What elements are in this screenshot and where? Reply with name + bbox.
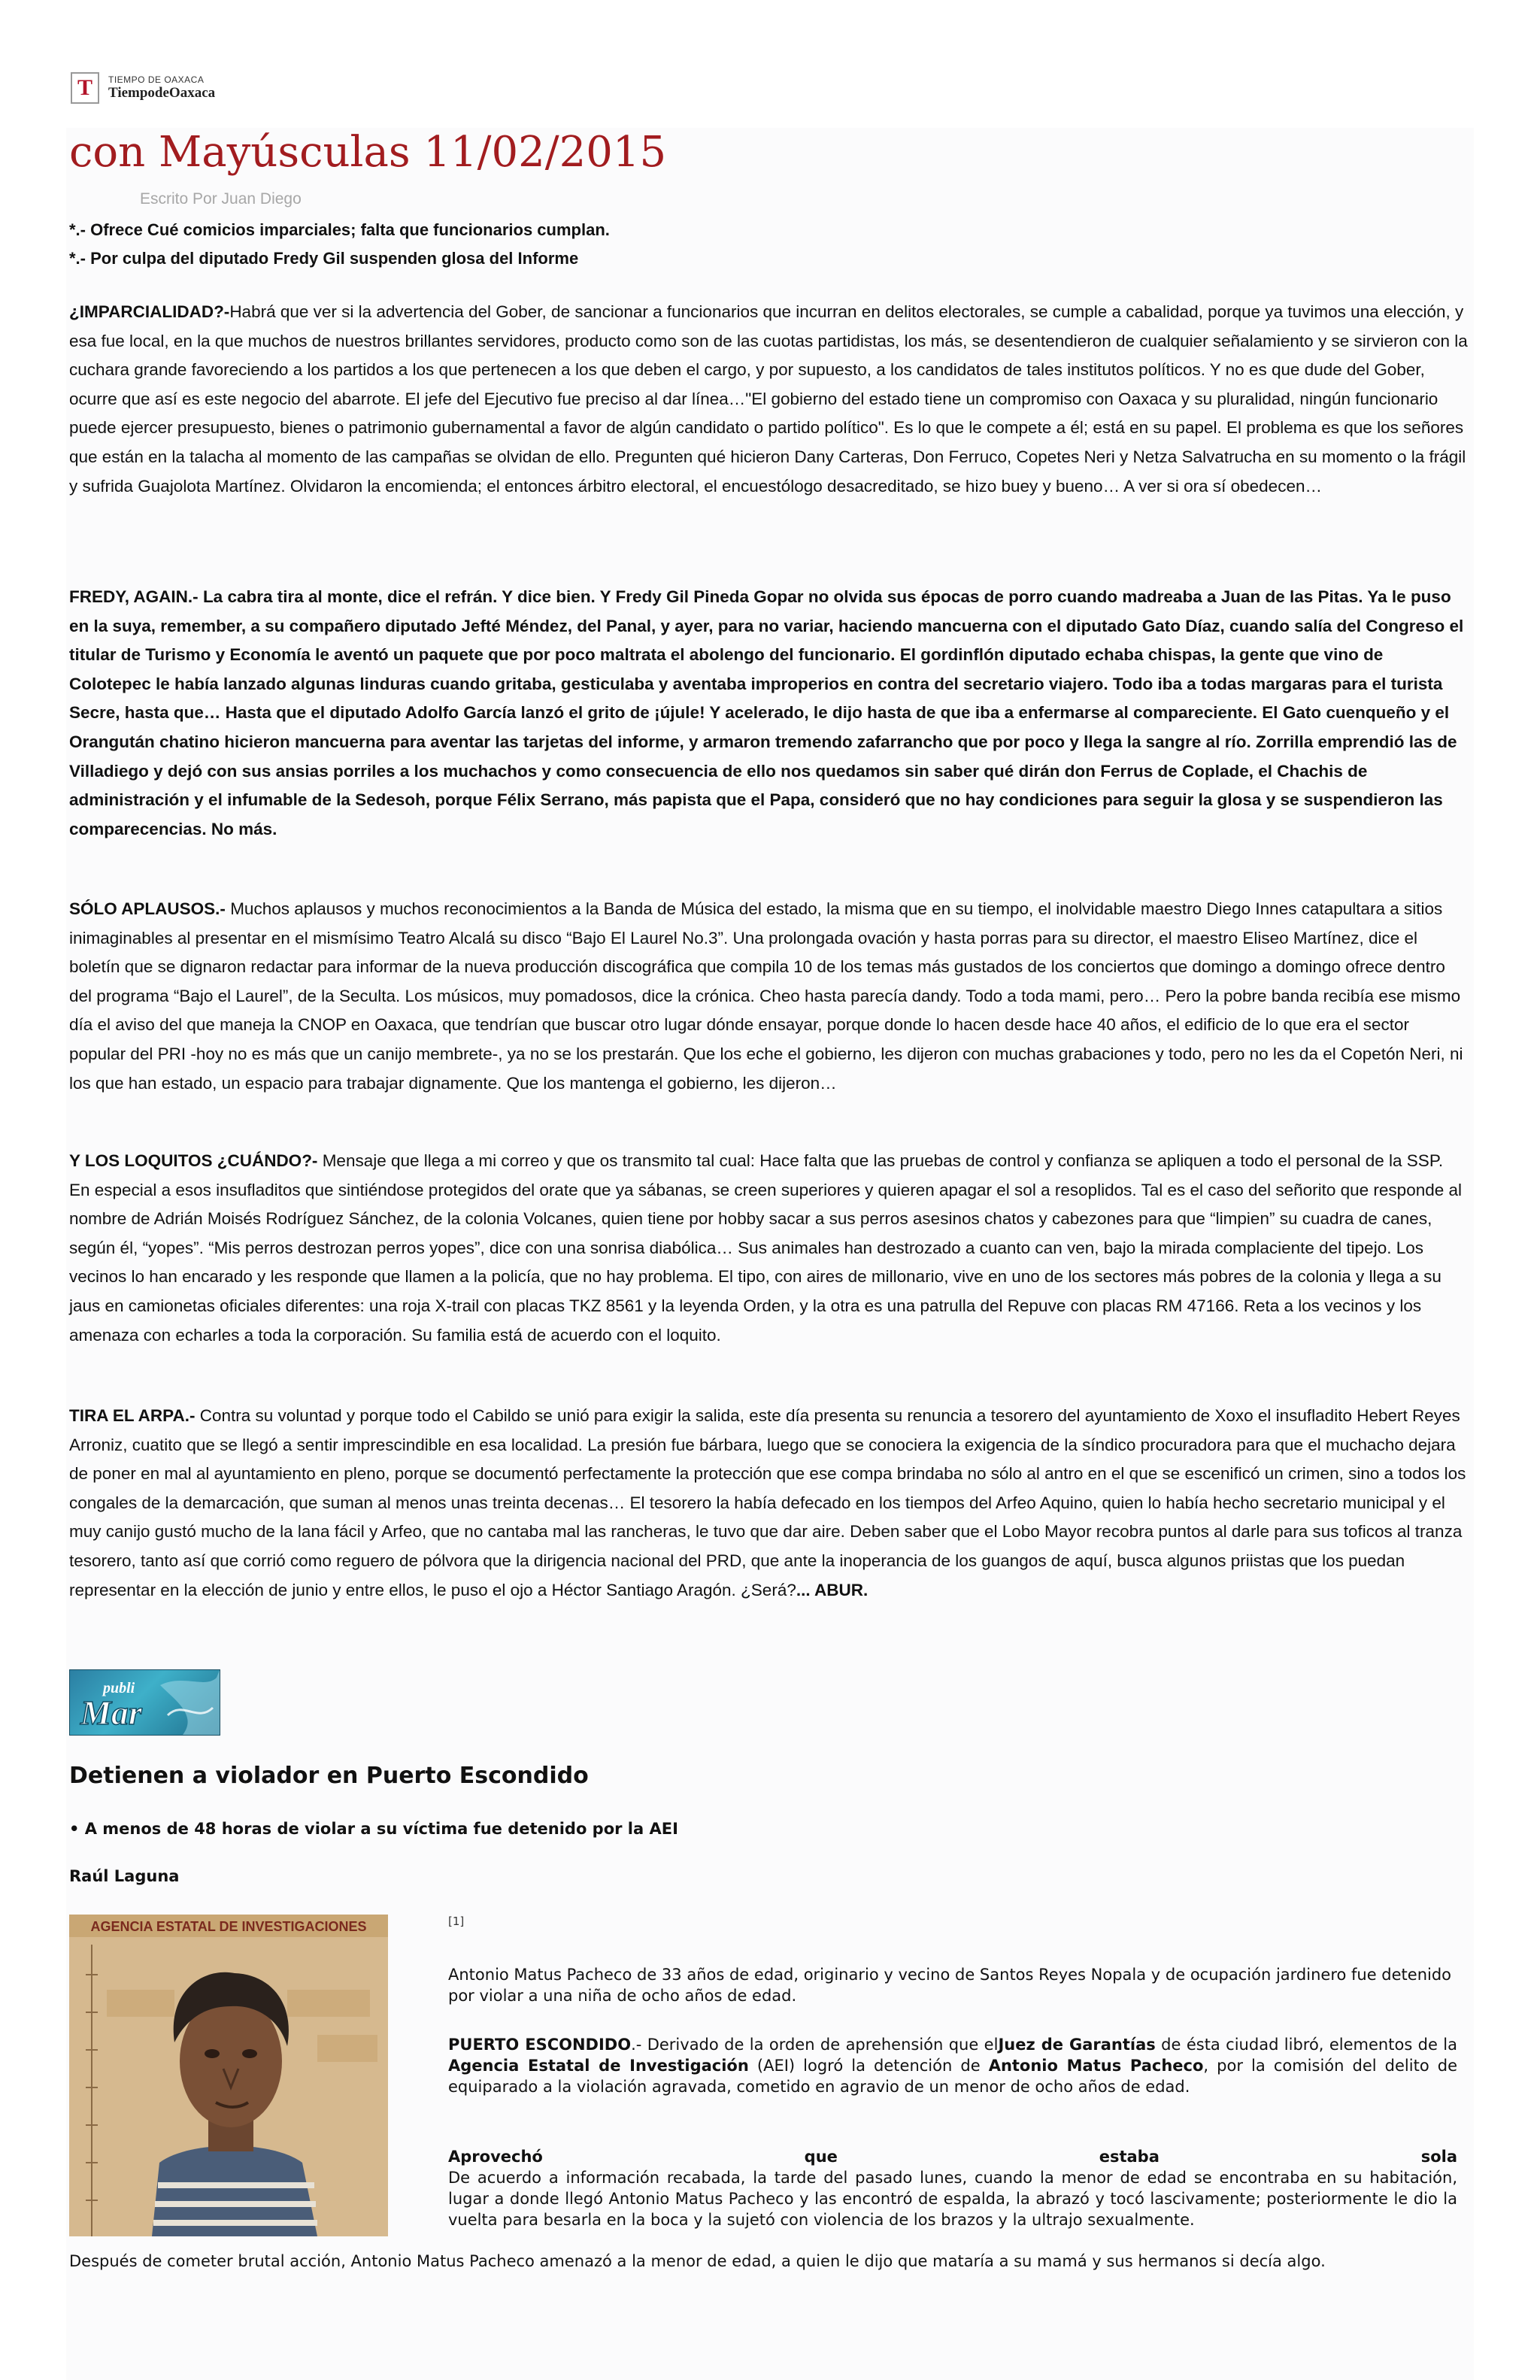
subheading-word: sola — [1420, 2148, 1457, 2166]
news-text-run: (AEI) logró la detención de — [748, 2057, 989, 2075]
news-bold-run: Antonio Matus Pacheco — [988, 2057, 1204, 2075]
publimar-banner[interactable] — [69, 1669, 220, 1736]
logo-letter: T — [71, 72, 99, 104]
section-body: Muchos aplausos y muchos reconocimientos a la Banda de Música del estado, la misma que en su tiempo, el inolvidable maestro Diego Innes catapultara a sitios inimaginables al presentar en el mismísimo Teatro Alcalá su disco “Bajo El Laurel No.3”. Una prolongada ovación y hasta porras para su director, el maestro Eliseo Martínez, dice el boletín que se dignaron redactar para informar de la nueva producción discográfica que compila 10 de los temas más gustados de los conciertos que domingo a domingo ofrece dentro del programa “Bajo el Laurel”, de la Seculta. Los músicos, muy pomadosos, dice la crónica. Cheo hasta parecía dandy. Todo a toda mami, pero… Pero la pobre banda recibía ese mismo día el aviso del que maneja la CNOP en Oaxaca, que tendrían que buscar otro lugar dónde ensayar, porque donde lo hacen desde hace 40 años, el edificio de lo que era el sector popular del PRI -hoy no es más que un canijo membrete-, ya no se los prestarán. Que los eche el gobierno, les dijeron con muchas grabaciones y todo, pero no les da el Copetón Neri, ni los que han estado, un espacio para trabajar dignamente. Que los mantenga el gobierno, les dijeron… — [69, 899, 1463, 1093]
site-logo[interactable] — [71, 72, 215, 104]
section-heading: Y LOS LOQUITOS ¿CUÁNDO?- — [69, 1151, 318, 1170]
logo-tagline: TIEMPO DE OAXACA — [108, 74, 205, 85]
photo-caption: AGENCIA ESTATAL DE INVESTIGACIONES — [90, 1919, 367, 1934]
dateline: PUERTO ESCONDIDO — [448, 2036, 632, 2054]
section-heading: ¿IMPARCIALIDAD?- — [69, 302, 230, 321]
logo-name: TiempodeOaxaca — [108, 85, 216, 101]
news-text-run: .- Derivado de la orden de aprehensión que el — [631, 2036, 999, 2054]
highlight-item: *.- Por culpa del diputado Fredy Gil suspenden glosa del Informe — [69, 249, 579, 268]
news-body: De acuerdo a información recabada, la tarde del pasado lunes, cuando la menor de edad se encontraba en su habitación, lugar a donde llegó Antonio Matus Pacheco y las encontró de espalda, la abrazó y tocó lascivamente; posteriormente le dio la vuelta para besarla en la boca y la sujetó con violencia de los brazos y la ultrajo sexualmente. — [448, 2169, 1457, 2229]
news-subtitle: • A menos de 48 horas de violar a su víctima fue detenido por la AEI — [69, 1820, 678, 1838]
section-body: Habrá que ver si la advertencia del Gober, de sancionar a funcionarios que incurran en delitos electorales, se cumple a cabalidad, porque ya tuvimos una elección, y esa fue local, en la que muchos de nuestros brillantes servidores, producto como son de las cuotas partidistas, los más, se desentendieron de cualquier señalamiento y se sirvieron con la cuchara grande favoreciendo a los partidos a los que pertenecen a los que deben el cargo, y por supuesto, a los candidatos de tales institutos políticos. Y no es que dude del Gober, ocurre que así es este negocio del abarrote. El jefe del Ejecutivo fue preciso al dar línea…"El gobierno del estado tiene un compromiso con Oaxaca y su pluralidad, ningún funcionario puede ejercer presupuesto, bienes o patrimonio gubernamental a favor de algún candidato o partido político". Es lo que le compete a él; está en su papel. El problema es que los señores que están en la talacha al momento de las campañas se olvidan de ello. Pregunten qué hicieron Dany Carteras, Don Ferruco, Copetes Neri y Netza Salvatrucha en su momento o la frágil y sufrida Guajolota Martínez. Olvidaron la encomienda; el entonces árbitro electoral, el encuestólogo desacreditado, se hizo buey y bueno… A ver si ora sí obedecen… — [69, 302, 1468, 496]
article-byline: Escrito Por Juan Diego — [140, 190, 302, 208]
section-body: La cabra tira al monte, dice el refrán. Y dice bien. Y Fredy Gil Pineda Gopar no olvida sus épocas de porro cuando madreaba a Juan de las Pitas. Ya le puso en la suya, remember, a su compañero diputado Jefté Méndez, del Panal, y ayer, para no variar, haciendo mancuerna con el diputado Gato Díaz, cuando salía del Congreso el titular de Turismo y Economía le aventó un paquete que por poco maltrata el abolengo del funcionario. El gordinflón diputado echaba chispas, la gente que vino de Colotepec le había lanzado algunas linduras cuando gritaba, gesticulaba y aventaba improperios en contra del secretario viajero. Todo iba a todas margaras para el turista Secre, hasta que… Hasta que el diputado Adolfo García lanzó el grito de ¡újule! Y acelerado, le dijo hasta de que iba a enfermarse al compareciente. El Gato cuenqueño y el Orangután chatino hicieron mancuerna para aventar las tarjetas del informe, y armaron tremendo zafarrancho que por poco y llega la sangre al río. Zorrilla emprendió las de Villadiego y dejó con sus ansias porriles a los muchachos y como consecuencia de ello nos quedamos sin saber qué dirán don Ferrus de Coplade, el Chachis de administración y el infumable de la Sedesoh, porque Félix Serrano, más papista que el Papa, consideró que no hay condiciones para seguir la glosa y se suspendieron las comparecencias. No más. — [69, 587, 1464, 838]
highlight-item: *.- Ofrece Cué comicios imparciales; falta que funcionarios cumplan. — [69, 220, 610, 239]
news-lead: Antonio Matus Pacheco de 33 años de edad, originario y vecino de Santos Reyes Nopala y de ocupación jardinero fue detenido por violar a una niña de ocho años de edad. — [448, 1966, 1452, 2005]
banner-large-text: Mar — [80, 1693, 142, 1732]
news-bold-run: Agencia Estatal de Investigación — [448, 2057, 749, 2075]
news-subheading — [448, 2146, 1457, 2167]
suspect-photo[interactable] — [69, 1915, 388, 2236]
banner-small-text: publi — [103, 1680, 135, 1696]
section-heading: FREDY, AGAIN.- — [69, 587, 199, 606]
section-heading: TIRA EL ARPA.- — [69, 1406, 196, 1425]
section-body: Mensaje que llega a mi correo y que os transmito tal cual: Hace falta que las pruebas de control y confianza se apliquen a todo el personal de la SSP. En especial a esos insufladitos que sintiéndose protegidos del orate que ya sábanas, se creen superiores y quieren apagar el sol a resoplidos. Tal es el caso del señorito que responde al nombre de Adrián Moisés Rodríguez Sánchez, de la colonia Volcanes, quien tiene por hobby sacar a sus perros asesinos chatos y cabezones para que “limpien” su cuadra de canes, según él, “yopes”. “Mis perros destrozan perros yopes”, dice con una sonrisa diabólica… Sus animales han destrozado a cuanto can ven, bajo la mirada complaciente del tipejo. Los vecinos lo han encarado y les responde que llamen a la policía, que no hay problema. El tipo, con aires de millonario, vive en uno de los sectores más pobres de la colonia y llega a su jaus en camionetas oficiales diferentes: una roja X-trail con placas TKZ 8561 y la leyenda Orden, y la otra es una patrulla del Repuve con placas RM 47166. Reta a los vecinos y los amenaza con echarles a toda la corporación. Su familia está de acuerdo con el loquito. — [69, 1151, 1463, 1345]
article-section — [69, 298, 1468, 501]
section-signoff: ... ABUR. — [796, 1580, 869, 1599]
news-bold-run: Juez de Garantías — [998, 2036, 1156, 2054]
article-section — [69, 583, 1468, 844]
subheading-word: que — [804, 2148, 838, 2166]
news-closing: Después de cometer brutal acción, Antonio Matus Pacheco amenazó a la menor de edad, a quien le dijo que mataría a su mamá y sus hermanos si decía algo. — [69, 2252, 1326, 2270]
news-author: Raúl Laguna — [69, 1867, 180, 1885]
subheading-word: Aprovechó — [448, 2148, 543, 2166]
article-highlights — [69, 216, 1468, 273]
news-text-run: , por la comisión del delito de equiparado a la violación agravada, cometido en agravio de un menor de ocho años de edad. — [448, 2057, 1457, 2096]
photo-reference[interactable]: [1] — [448, 1915, 465, 1928]
news-text-run: de ésta ciudad libró, elementos de la — [1155, 2036, 1457, 2054]
article-section — [69, 1147, 1468, 1350]
news-paragraph — [448, 2034, 1457, 2097]
news-paragraph — [448, 2146, 1457, 2230]
banner-graphic — [70, 1670, 220, 1735]
mugshot-image — [69, 1915, 388, 2236]
article-title[interactable]: con Mayúsculas 11/02/2015 — [69, 128, 667, 177]
article-section — [69, 1402, 1468, 1605]
news-title[interactable]: Detienen a violador en Puerto Escondido — [69, 1763, 589, 1789]
logo-text — [108, 74, 215, 102]
section-heading: SÓLO APLAUSOS.- — [69, 899, 226, 918]
subheading-word: estaba — [1099, 2148, 1160, 2166]
section-body: Contra su voluntad y porque todo el Cabildo se unió para exigir la salida, este día presenta su renuncia a tesorero del ayuntamiento de Xoxo el insufladito Hebert Reyes Arroniz, cuatito que se llegó a sentir imprescindible en esa localidad. La presión fue bárbara, luego que se conociera la exigencia de la síndico procuradora para que el muchacho dejara de poner en mal al ayuntamiento en pleno, porque se documentó perfectamente la protección que ese compa brindaba no sólo al antro en el que se escenificó un crimen, sino a todos los congales de la demarcación, que suman al menos unas treinta decenas… El tesorero la había defecado en los tiempos del Arfeo Aquino, quien lo había hecho secretario municipal y el muy canijo gustó mucho de la lana fácil y Arfeo, que no cantaba mal las rancheras, le tuvo que dar aire. Deben saber que el Lobo Mayor recobra puntos al darle para sus toficos al tranza tesorero, tanto así que corrió como reguero de pólvora que la dirigencia nacional del PRD, que ante la inoperancia de los guangos de aquí, busca algunos priistas que los puedan representar en la elección de junio y entre ellos, le puso el ojo a Héctor Santiago Aragón. ¿Será? — [69, 1406, 1466, 1599]
article-section — [69, 895, 1468, 1098]
